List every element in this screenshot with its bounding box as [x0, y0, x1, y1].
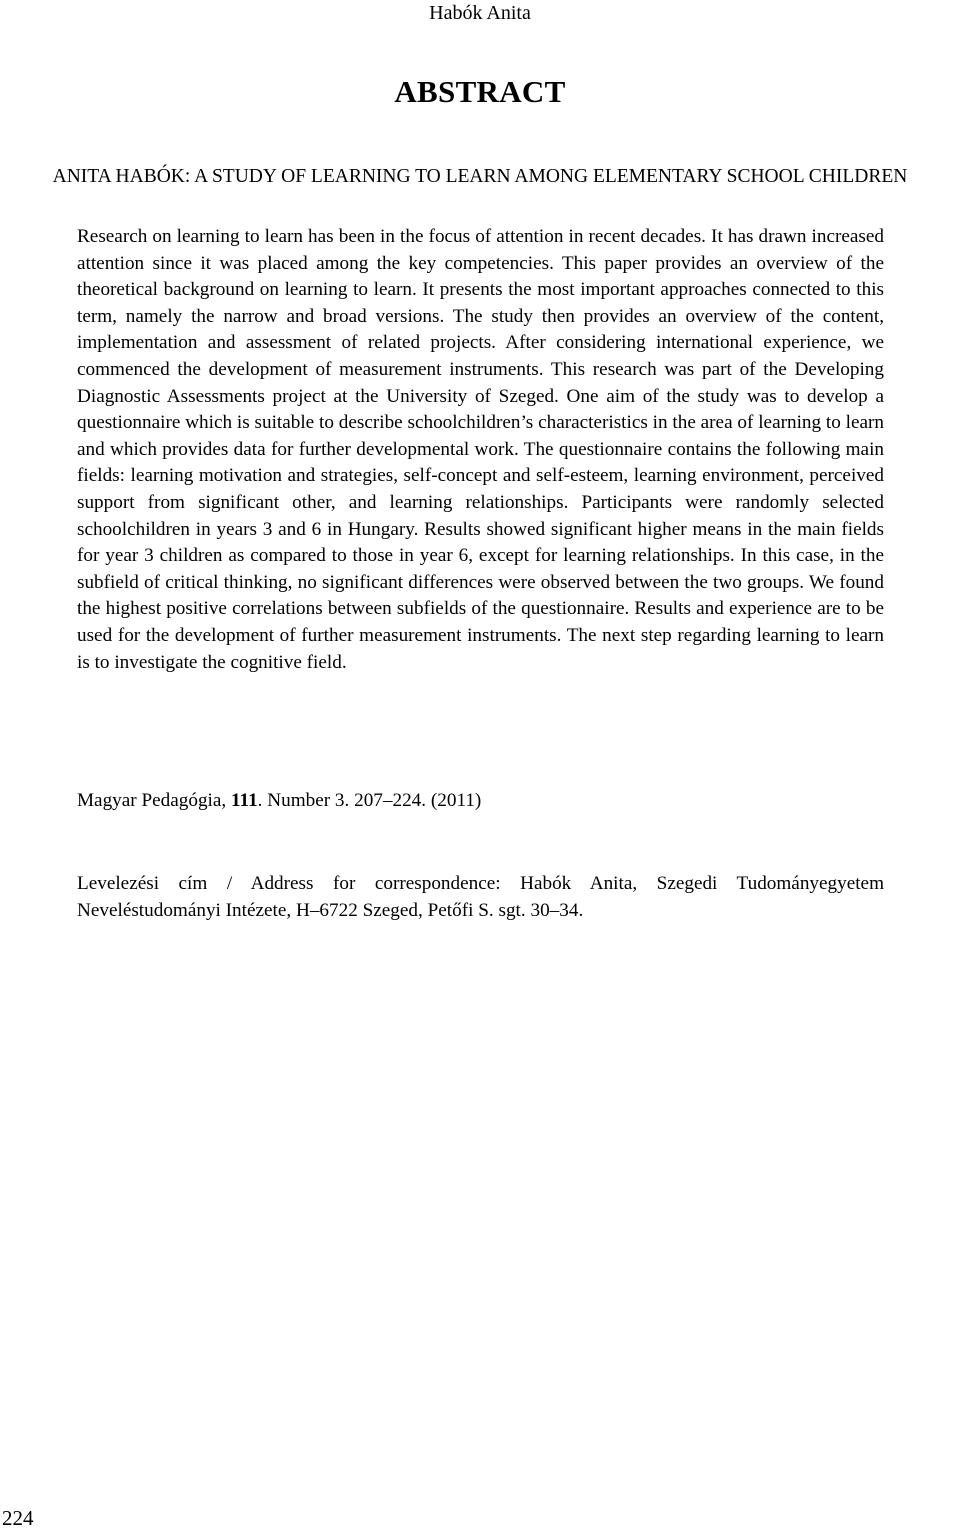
citation-journal: Magyar Pedagógia,	[77, 790, 231, 811]
page-number: 224	[2, 1506, 34, 1530]
citation-details: . Number 3. 207–224. (2011)	[257, 790, 482, 811]
running-head: Habók Anita	[429, 2, 531, 24]
article-title: ANITA HABÓK: A STUDY OF LEARNING TO LEARN AMONG ELEMENTARY SCHOOL CHILDREN	[52, 166, 908, 187]
correspondence-address: Levelezési cím / Address for correspondence: Habók Anita, Szegedi Tudományegyetem Neveléstudományi Intézete, H–6722 Szeged, Petőfi S. sgt. 30–34.	[77, 873, 884, 921]
citation-volume: 111	[231, 790, 258, 811]
citation	[77, 787, 884, 814]
abstract-body: Research on learning to learn has been in the focus of attention in recent decades. It has drawn increased attention since it was placed among the key competencies. This paper provides an overview of the theoretical background on learning to learn. It presents the most important approaches connected to this term, namely the narrow and broad versions. The study then provides an overview of the content, implementation and assessment of related projects. After considering international experience, we commenced the development of measurement instruments. This research was part of the Developing Diagnostic Assessments project at the University of Szeged. One aim of the study was to develop a questionnaire which is suitable to describe schoolchildren’s characteristics in the area of learning to learn and which provides data for further developmental work. The questionnaire contains the following main fields: learning motivation and strategies, self-concept and self-esteem, learning environment, perceived support from significant other, and learning relationships. Participants were randomly selected schoolchildren in years 3 and 6 in Hungary. Results showed significant higher means in the main fields for year 3 children as compared to those in year 6, except for learning relationships. In this case, in the subfield of critical thinking, no significant differences were observed between the two groups. We found the highest positive correlations between subfields of the questionnaire. Results and experience are to be used for the development of further measurement instruments. The next step regarding learning to learn is to investigate the cognitive field.	[77, 226, 884, 673]
section-heading: ABSTRACT	[394, 74, 566, 109]
